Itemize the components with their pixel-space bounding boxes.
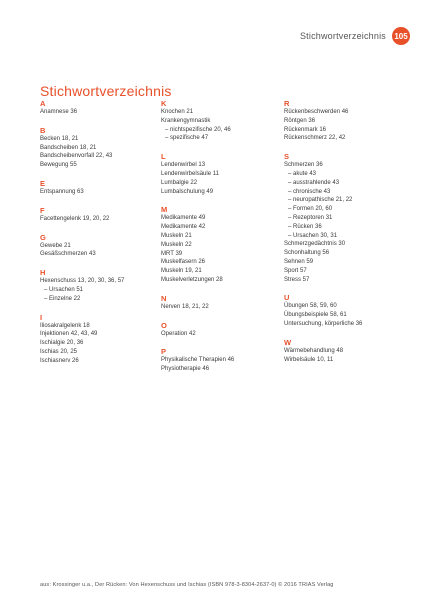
index-entry: Ischiasnerv 26 bbox=[40, 357, 79, 364]
index-entry: Rückenbeschwerden 46 bbox=[284, 109, 349, 115]
index-subentry: – akute 43 bbox=[288, 170, 317, 177]
index-column-1 bbox=[40, 99, 160, 366]
index-entry: Muskeln 21 bbox=[161, 232, 192, 239]
index-entry: Übungen 58, 59, 60 bbox=[284, 303, 337, 310]
index-letter: G bbox=[40, 232, 46, 242]
index-subentry: – spezifische 47 bbox=[165, 135, 209, 142]
index-entry: Krankengymnastik bbox=[161, 117, 211, 124]
index-entry: Medikamente 42 bbox=[161, 224, 206, 231]
index-letter: E bbox=[40, 178, 46, 188]
index-column-2 bbox=[161, 99, 281, 374]
index-subentry: – Formen 20, 60 bbox=[288, 206, 333, 213]
page-number-badge: 105 bbox=[392, 27, 410, 45]
index-entry: Rückenschmerz 22, 42 bbox=[284, 135, 346, 142]
index-letter: I bbox=[40, 312, 43, 322]
index-entry: Muskeln 22 bbox=[161, 241, 192, 248]
index-entry: Physiotherapie 46 bbox=[161, 366, 210, 373]
index-letter: L bbox=[161, 152, 166, 162]
index-subentry: – Rezeptoren 31 bbox=[288, 214, 333, 221]
index-entry: Knochen 21 bbox=[161, 109, 194, 115]
index-entry: Röntgen 36 bbox=[284, 117, 316, 124]
index-letter: R bbox=[284, 99, 290, 108]
index-entry: Muskelverletzungen 28 bbox=[161, 276, 223, 283]
index-entry: Wirbelsäule 10, 11 bbox=[284, 356, 334, 363]
index-entry: Stress 57 bbox=[284, 276, 310, 283]
index-entry: Lendenwirbelsäule 11 bbox=[161, 170, 219, 177]
index-letter: B bbox=[40, 125, 46, 135]
source-footer: aus: Krossinger u.a., Der Rücken: Von Hexenschuss und Ischias (ISBN 978-3-8304-2637-0) © 2016 TRIAS Verlag bbox=[40, 582, 334, 588]
index-letter: O bbox=[161, 320, 167, 330]
index-entry: MRT 39 bbox=[161, 250, 183, 257]
index-entry: Schmerzen 36 bbox=[284, 162, 323, 169]
index-subentry: – Ursachen 30, 31 bbox=[288, 232, 338, 239]
index-letter: K bbox=[161, 99, 167, 108]
index-entry: Sehnen 59 bbox=[284, 258, 314, 265]
index-subentry: – ausstrahlende 43 bbox=[288, 179, 340, 186]
index-entry: Facettengelenk 19, 20, 22 bbox=[40, 215, 110, 222]
index-entry: Muskeln 19, 21 bbox=[161, 268, 202, 275]
index-letter: W bbox=[284, 337, 292, 347]
index-entry: Becken 18, 21 bbox=[40, 135, 79, 142]
index-letter: A bbox=[40, 99, 46, 108]
index-subentry: – neuropathische 21, 22 bbox=[288, 197, 353, 204]
index-subentry: – Rücken 36 bbox=[288, 223, 322, 230]
index-entry: Lendenwirbel 13 bbox=[161, 162, 206, 169]
index-entry: Iliosakralgelenk 18 bbox=[40, 322, 90, 329]
index-entry: Sport 57 bbox=[284, 267, 307, 274]
index-entry: Übungsbeispiele 58, 61 bbox=[284, 312, 347, 319]
index-entry: Nerven 18, 21, 22 bbox=[161, 303, 209, 310]
index-entry: Lumbalgie 22 bbox=[161, 179, 198, 186]
index-entry: Operation 42 bbox=[161, 330, 196, 337]
index-entry: Ischialgie 20, 36 bbox=[40, 340, 84, 347]
index-entry: Ischias 20, 25 bbox=[40, 348, 78, 355]
page-header bbox=[300, 26, 410, 46]
index-letter: N bbox=[161, 293, 167, 303]
index-entry: Hexenschuss 13, 20, 30, 36, 57 bbox=[40, 278, 125, 285]
index-entry: Wärmebehandlung 48 bbox=[284, 347, 344, 354]
index-entry: Injektionen 42, 43, 49 bbox=[40, 331, 98, 338]
index-entry: Gesäßschmerzen 43 bbox=[40, 251, 96, 258]
index-letter: M bbox=[161, 205, 168, 215]
index-entry: Bandscheibenvorfall 22, 43 bbox=[40, 153, 113, 160]
index-subentry: – Einzelne 22 bbox=[44, 295, 81, 302]
index-letter: P bbox=[161, 347, 167, 357]
index-entry: Untersuchung, körperliche 36 bbox=[284, 320, 363, 327]
index-entry: Schonhaltung 56 bbox=[284, 250, 330, 257]
index-column-3 bbox=[284, 99, 404, 364]
index-subentry: – Ursachen 51 bbox=[44, 286, 84, 293]
index-entry: Muskelfasern 26 bbox=[161, 259, 206, 266]
index-letter: H bbox=[40, 268, 46, 278]
index-entry: Lumbalschulung 49 bbox=[161, 188, 214, 195]
index-entry: Anamnese 36 bbox=[40, 109, 78, 115]
index-entry: Gewebe 21 bbox=[40, 242, 71, 249]
index-entry: Bandscheiben 18, 21 bbox=[40, 144, 97, 151]
index-entry: Schmerzgedächtnis 30 bbox=[284, 241, 346, 248]
index-letter: F bbox=[40, 205, 45, 215]
index-letter: S bbox=[284, 152, 290, 162]
index-entry: Medikamente 49 bbox=[161, 215, 206, 222]
index-entry: Physikalische Therapien 46 bbox=[161, 357, 235, 364]
index-subentry: – nichtspezifische 20, 46 bbox=[165, 126, 231, 133]
index-letter: U bbox=[284, 293, 290, 303]
index-title: Stichwortverzeichnis bbox=[40, 83, 172, 99]
running-header-title: Stichwortverzeichnis bbox=[299, 31, 386, 41]
index-subentry: – chronische 43 bbox=[288, 188, 331, 195]
index-entry: Bewegung 55 bbox=[40, 162, 77, 169]
index-entry: Rückenmark 16 bbox=[284, 126, 327, 133]
index-entry: Entspannung 63 bbox=[40, 188, 84, 195]
